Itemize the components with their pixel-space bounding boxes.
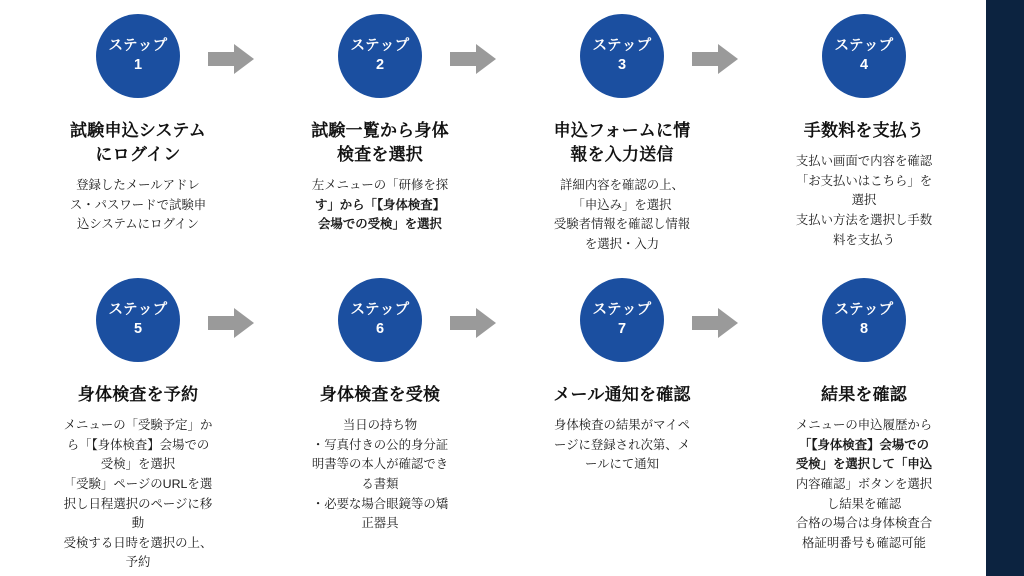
arrow-right-icon [692,308,738,338]
step-desc-8 [746,416,982,553]
step-desc-line: 内容確認」ボタンを選択 [795,476,933,491]
step-desc-line: 動 [131,516,145,531]
step-badge-2 [338,14,422,98]
step-desc-line: ・必要な場合眼鏡等の矯 [311,496,449,511]
step-badge-number: 7 [617,320,627,337]
step-title-line: にログイン [95,145,181,165]
step-desc-3 [504,176,740,254]
step-desc-line: 「お支払いはこちら」を [795,173,933,188]
step-title-1 [20,119,256,167]
step-desc-line: ス・パスワードで試験申 [69,197,207,212]
step-desc-line: す」から「【身体検査】 [314,197,446,212]
step-desc-line: 格証明番号も確認可能 [802,535,926,550]
step-title-line: 検査を選択 [337,145,423,165]
step-desc-line: 明書等の本人が確認でき [311,457,449,472]
step-desc-line: 受験者情報を確認し情報 [553,217,691,232]
step-title-3 [504,119,740,167]
step-desc-1 [20,176,256,235]
step-title-line: メール通知を確認 [553,385,691,404]
step-desc-6 [262,416,498,534]
step-badge-3 [580,14,664,98]
step-desc-line: 左メニューの「研修を探 [311,178,449,193]
step-title-8 [746,383,982,407]
step-desc-line: メニューの「受験予定」か [63,418,213,433]
step-desc-line: し結果を確認 [826,496,902,511]
step-desc-line: を選択・入力 [584,237,660,252]
step-title-2 [262,119,498,167]
step-title-line: 試験申込システム [70,121,206,140]
step-badge-label: ステップ [350,38,410,55]
step-title-line: 手数料を支払う [803,121,925,140]
step-badge-5 [96,278,180,362]
step-badge-label: ステップ [592,38,652,55]
step-desc-line: 選択 [851,193,877,208]
step-desc-line: 登録したメールアドレ [76,178,200,193]
step-title-6 [262,383,498,407]
step-badge-label: ステップ [834,38,894,55]
step-desc-line: 正器具 [361,516,399,531]
step-desc-line: 「受験」ページのURLを選 [63,476,213,491]
step-badge-label: ステップ [350,302,410,319]
flow-step-8 [746,278,982,553]
step-desc-line: 択し日程選択のページに移 [63,496,213,511]
step-desc-line: メニューの申込履歴から [795,418,933,433]
step-desc-line: 料を支払う [833,232,895,247]
step-badge-number: 3 [617,56,627,73]
arrow-right-icon [208,308,254,338]
step-desc-line: 受検」を選択 [100,457,176,472]
step-badge-label: ステップ [592,302,652,319]
step-desc-line: 支払い画面で内容を確認 [795,154,933,169]
step-desc-line: ら「【身体検査】会場での [66,437,210,452]
step-title-line: 報を入力送信 [570,145,674,165]
step-desc-line: 支払い方法を選択し手数 [795,212,933,227]
step-title-line: 申込フォームに情 [553,121,691,140]
step-badge-label: ステップ [108,38,168,55]
step-badge-number: 5 [133,320,143,337]
step-desc-2 [262,176,498,235]
step-desc-line: 身体検査の結果がマイペ [553,418,691,433]
step-desc-line: 予約 [125,555,151,570]
arrow-right-icon [450,44,496,74]
step-desc-line: ・写真付きの公的身分証 [311,437,449,452]
step-desc-5 [20,416,256,573]
step-title-7 [504,383,740,407]
right-accent-bar [986,0,1024,576]
step-desc-line: 込システムにログイン [76,217,200,232]
step-desc-line: 会場での受検」を選択 [318,217,442,232]
step-badge-number: 4 [859,56,869,73]
step-badge-7 [580,278,664,362]
step-desc-line: ージに登録され次第、メ [553,437,691,452]
step-badge-6 [338,278,422,362]
step-title-line: 試験一覧から身体 [311,121,449,140]
step-desc-line: 合格の場合は身体検査合 [795,516,933,531]
step-title-4 [746,119,982,143]
step-desc-line: 受検する日時を選択の上、 [63,535,213,550]
step-desc-line: ールにて通知 [584,457,660,472]
arrow-right-icon [208,44,254,74]
step-title-line: 身体検査を予約 [77,385,199,404]
step-desc-line: 「申込み」を選択 [572,197,672,212]
step-badge-number: 2 [375,56,385,73]
step-title-line: 身体検査を受検 [319,385,441,404]
flow-step-4 [746,14,982,250]
step-badge-8 [822,278,906,362]
step-desc-line: 詳細内容を確認の上、 [560,178,684,193]
step-badge-number: 1 [133,56,143,73]
step-desc-7 [504,416,740,475]
step-badge-number: 8 [859,320,869,337]
arrow-right-icon [450,308,496,338]
step-badge-1 [96,14,180,98]
step-title-5 [20,383,256,407]
step-badge-number: 6 [375,320,385,337]
step-desc-line: る書類 [361,476,399,491]
step-desc-4 [746,152,982,250]
step-desc-line: 当日の持ち物 [342,418,418,433]
step-desc-line: 「【身体検査】会場での [798,437,930,452]
step-badge-4 [822,14,906,98]
step-desc-line: 受検」を選択して「申込 [795,457,933,472]
arrow-right-icon [692,44,738,74]
step-badge-label: ステップ [834,302,894,319]
step-badge-label: ステップ [108,302,168,319]
step-title-line: 結果を確認 [821,385,907,404]
